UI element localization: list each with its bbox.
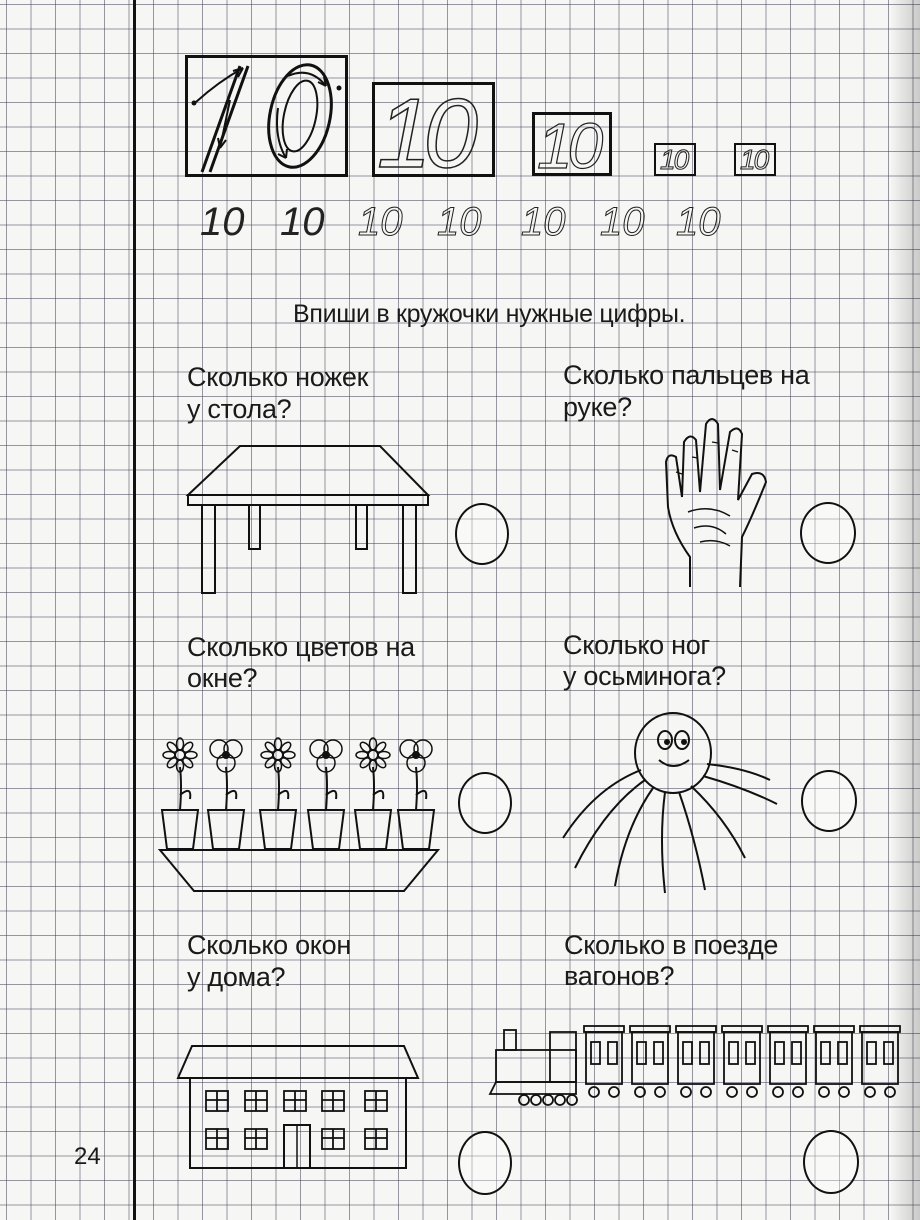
practice-digit-dotted: 10 (358, 200, 403, 244)
octopus-picture (555, 708, 785, 898)
answer-circle-train[interactable] (803, 1130, 859, 1194)
trace-box-large (185, 55, 348, 177)
question-house-line1: Сколько окон (187, 930, 351, 960)
train-wagon (630, 1026, 670, 1097)
dotted-ten-digit: 10 (740, 144, 768, 175)
question-hand-line2: руке? (563, 392, 632, 422)
flower (355, 738, 391, 849)
question-table-line1: Сколько ножек (187, 362, 369, 392)
house-picture (176, 1043, 421, 1173)
flower (162, 738, 198, 849)
practice-digit-dotted: 10 (521, 200, 566, 244)
train-wagon (676, 1026, 716, 1097)
flower (208, 740, 244, 849)
house-window (245, 1129, 267, 1149)
practice-digit: 10 (280, 200, 325, 244)
train-wagon (722, 1026, 762, 1097)
question-hand-line1: Сколько пальцев на (563, 360, 810, 390)
margin-line (133, 0, 136, 1220)
practice-digit-dotted: 10 (437, 200, 482, 244)
locomotive (490, 1030, 577, 1105)
house-window (322, 1129, 344, 1149)
train-wagon (814, 1026, 854, 1097)
house-window (365, 1091, 387, 1111)
train-wagon (768, 1026, 808, 1097)
question-table-line2: у стола? (187, 394, 292, 424)
trace-box-tiny-2 (734, 143, 776, 176)
table-picture (185, 443, 435, 598)
question-octopus-line1: Сколько ног (563, 630, 710, 660)
train-wagon (584, 1026, 624, 1097)
practice-digit-dotted: 10 (676, 200, 721, 244)
question-octopus-line2: у осьминога? (563, 661, 726, 691)
hand-picture (660, 412, 780, 592)
trace-box-small (532, 110, 612, 182)
house-window (206, 1129, 228, 1149)
dotted-ten-digit: 10 (537, 110, 599, 182)
question-flowers-line2: окне? (187, 663, 258, 693)
house-window (284, 1091, 306, 1111)
answer-circle-table[interactable] (455, 503, 509, 565)
page-number: 24 (74, 1143, 101, 1170)
question-house-line2: у дома? (187, 962, 286, 992)
house-window (365, 1129, 387, 1149)
question-train-line1: Сколько в поезде (564, 930, 779, 960)
trace-box-medium (372, 78, 495, 188)
answer-circle-hand[interactable] (800, 502, 856, 564)
train-picture (490, 1020, 905, 1110)
dotted-ten-digit: 10 (660, 144, 688, 175)
question-train-line2: вагонов? (564, 961, 675, 991)
practice-digit-dotted: 10 (600, 200, 645, 244)
question-flowers-line1: Сколько цветов на (187, 632, 415, 662)
house-window (245, 1091, 267, 1111)
flower (308, 740, 344, 849)
house-window (322, 1091, 344, 1111)
flower-box-picture (158, 725, 440, 895)
answer-circle-flowers[interactable] (458, 772, 512, 834)
traced-ten-with-arrows (188, 58, 348, 178)
house-window (206, 1091, 228, 1111)
answer-circle-house[interactable] (458, 1131, 512, 1195)
train-wagon (860, 1026, 900, 1097)
dotted-ten-digit: 10 (377, 78, 471, 188)
instruction-text: Впиши в кружочки нужные цифры. (293, 300, 686, 328)
answer-circle-octopus[interactable] (801, 770, 857, 832)
flower (260, 738, 296, 849)
flower (398, 740, 434, 849)
practice-digit: 10 (200, 200, 245, 244)
trace-box-tiny-1 (654, 143, 696, 176)
